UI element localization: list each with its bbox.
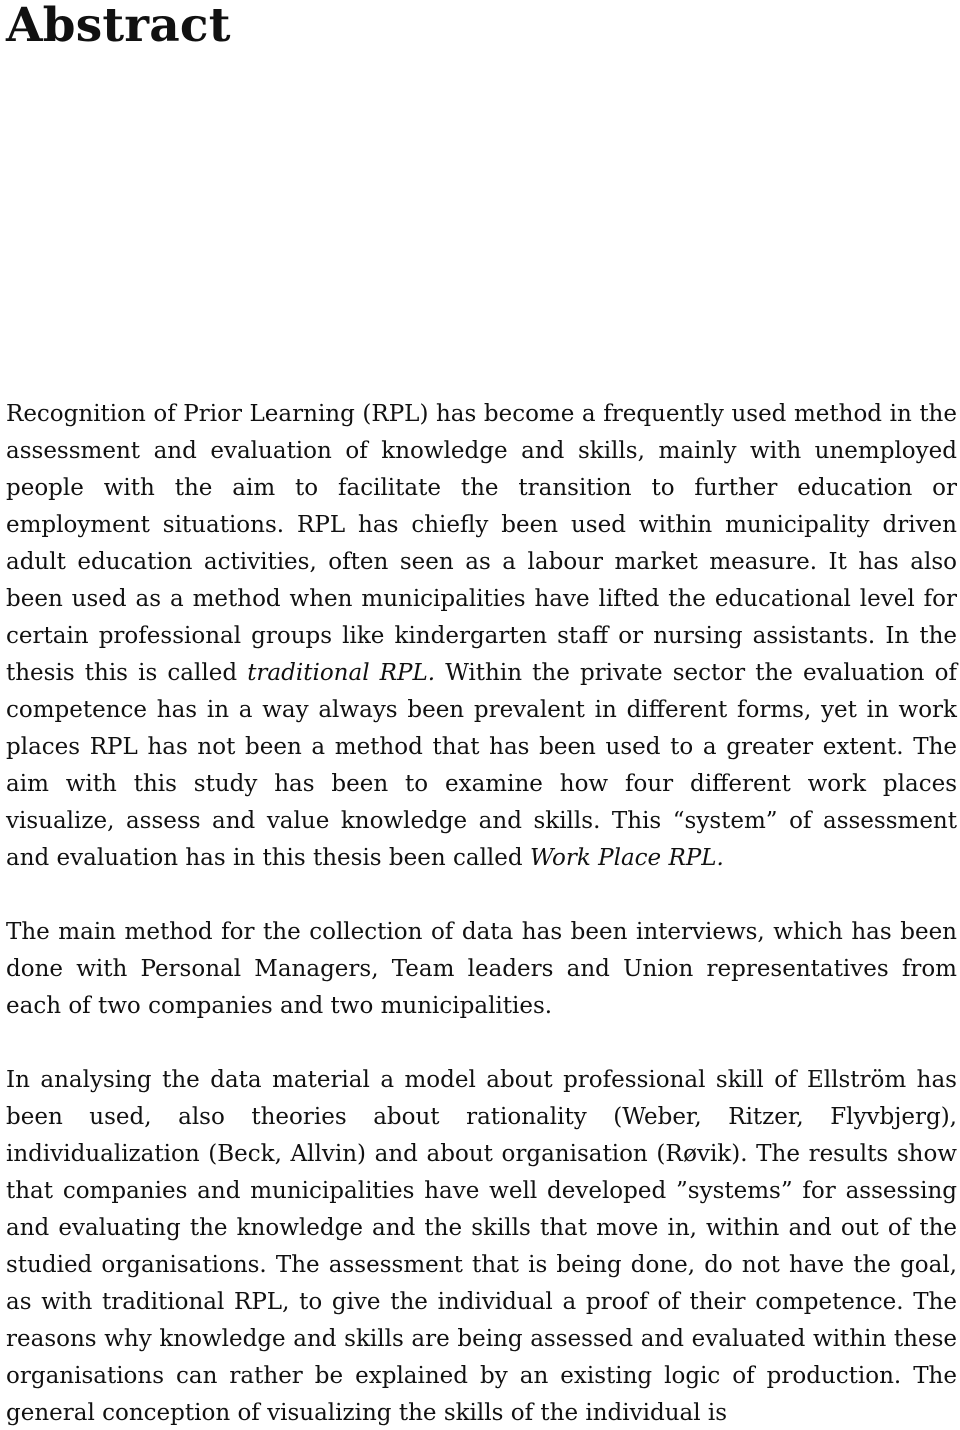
italic-term-traditional-rpl: traditional RPL.: [247, 660, 436, 686]
text-run: Recognition of Prior Learning (RPL) has become a frequently used method in the assessment and evaluation of knowledge and skills, mainly with unemployed people with the aim to facilitate the transition to further education or employment situations. RPL has chiefly been used within municipality driven adult education activities, often seen as a labour market measure. It has also been used as a method when municipalities have lifted the educational level for certain professional groups like kindergarten staff or nursing assistants. In the thesis this is called: [6, 401, 957, 686]
text-run: In analysing the data material a model about professional skill of Ellström has been used, also theories about rationality (Weber, Ritzer, Flyvbjerg), individualization (Beck, Allvin) and about organisation (Røvik). The results show that companies and municipalities have well developed ”systems” for assessing and evaluating the knowledge and the skills that move in, within and out of the studied organisations. The assessment that is being done, do not have the goal, as with traditional RPL, to give the individual a proof of their competence. The reasons why knowledge and skills are being assessed and evaluated within these organisations can rather be explained by an existing logic of production. The general conception of visualizing the skills of the individual is: [6, 1067, 957, 1426]
page-title: Abstract: [6, 0, 231, 53]
paragraph: [6, 914, 957, 1025]
text-run: The main method for the collection of data has been interviews, which has been done with Personal Managers, Team leaders and Union representatives from each of two companies and two municipalities.: [6, 919, 957, 1019]
paragraph: [6, 1062, 957, 1430]
abstract-body: [6, 396, 957, 1430]
paragraph: [6, 396, 957, 877]
text-run: Within the private sector the evaluation of competence has in a way always been prevalent in different forms, yet in work places RPL has not been a method that has been used to a greater extent. The aim with this study has been to examine how four different work places visualize, assess and value knowledge and skills. This “system” of assessment and evaluation has in this thesis been called: [6, 660, 957, 871]
italic-term-work-place-rpl: Work Place RPL.: [529, 845, 724, 871]
